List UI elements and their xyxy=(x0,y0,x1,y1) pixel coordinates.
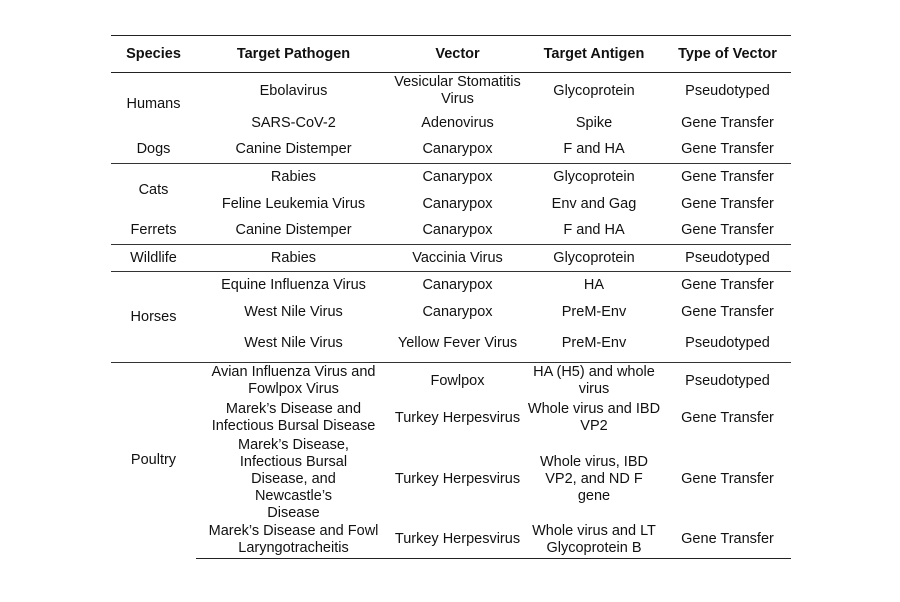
header-type-of-vector: Type of Vector xyxy=(664,36,791,73)
vector-cell: Turkey Herpesvirus xyxy=(394,409,521,426)
pathogen-cell: Ebolavirus xyxy=(259,82,328,99)
vector-type-cell: Pseudotyped xyxy=(685,335,770,352)
table-row xyxy=(111,437,791,522)
vector-type-cell: Gene Transfer xyxy=(681,114,774,131)
table-row xyxy=(111,218,791,245)
pathogen-cell: West Nile Virus xyxy=(244,303,343,320)
table-row xyxy=(111,363,791,400)
antigen-cell: PreM-Env xyxy=(561,303,627,320)
antigen-cell: Whole virus and IBD VP2 xyxy=(527,401,661,434)
header-row xyxy=(111,36,791,73)
vector-cell: Canarypox xyxy=(422,303,493,320)
antigen-cell: F and HA xyxy=(563,222,625,239)
vector-cell: Turkey Herpesvirus xyxy=(391,522,524,559)
vector-type-cell: Gene Transfer xyxy=(681,195,774,212)
antigen-cell: Glycoprotein xyxy=(553,82,635,99)
pathogen-cell: Rabies xyxy=(196,245,391,272)
table-row xyxy=(111,272,791,299)
pathogen-cell: Marek’s Disease, Infectious Bursal Disease, and Newcastle’s Disease xyxy=(238,436,349,521)
pathogen-cell: Canine Distemper xyxy=(235,141,352,158)
antigen-cell: Whole virus, IBD VP2, and ND F gene xyxy=(540,453,648,504)
vector-type-cell: Gene Transfer xyxy=(681,222,774,239)
vector-cell: Vesicular Stomatitis Virus xyxy=(394,74,521,108)
vector-cell: Turkey Herpesvirus xyxy=(394,470,521,487)
species-cell: Wildlife xyxy=(111,245,196,272)
pathogen-cell: Marek’s Disease and Fowl Laryngotracheitis xyxy=(196,522,391,559)
table-row xyxy=(111,73,791,110)
header-vector: Vector xyxy=(391,36,524,73)
vector-type-cell: Gene Transfer xyxy=(664,164,791,191)
vector-cell: Adenovirus xyxy=(421,114,494,131)
pathogen-cell: Canine Distemper xyxy=(235,222,352,239)
header-species: Species xyxy=(111,36,196,73)
table-header xyxy=(111,36,791,73)
vector-type-cell: Pseudotyped xyxy=(685,82,770,99)
vector-cell: Canarypox xyxy=(422,222,493,239)
header-target-antigen: Target Antigen xyxy=(524,36,664,73)
vector-type-cell: Gene Transfer xyxy=(664,522,791,559)
species-cell: Humans xyxy=(126,96,181,113)
vector-type-cell: Gene Transfer xyxy=(681,141,774,158)
antigen-cell: HA (H5) and whole virus xyxy=(524,363,664,400)
vector-type-cell: Gene Transfer xyxy=(664,272,791,299)
pathogen-cell: Avian Influenza Virus and Fowlpox Virus xyxy=(196,363,391,400)
vector-type-cell: Gene Transfer xyxy=(681,409,774,426)
vector-type-cell: Gene Transfer xyxy=(681,303,774,320)
table-body xyxy=(111,73,791,559)
antigen-cell: Glycoprotein xyxy=(524,164,664,191)
vector-cell: Canarypox xyxy=(391,272,524,299)
pathogen-cell: Rabies xyxy=(196,164,391,191)
antigen-cell: Spike xyxy=(575,114,613,131)
vector-type-cell: Gene Transfer xyxy=(681,470,774,487)
vector-cell: Canarypox xyxy=(422,195,493,212)
pathogen-cell: West Nile Virus xyxy=(244,335,343,352)
table-row xyxy=(111,522,791,559)
vector-cell: Canarypox xyxy=(422,141,493,158)
pathogen-cell: SARS-CoV-2 xyxy=(251,114,336,131)
table-row xyxy=(111,164,791,191)
antigen-cell: F and HA xyxy=(563,141,625,158)
antigen-cell: PreM-Env xyxy=(561,335,627,352)
species-cell: Dogs xyxy=(136,141,171,158)
pathogen-cell: Marek’s Disease and Infectious Bursal Disease xyxy=(211,401,376,434)
vector-cell: Canarypox xyxy=(391,164,524,191)
antigen-cell: Whole virus and LT Glycoprotein B xyxy=(524,522,664,559)
pathogen-cell: Feline Leukemia Virus xyxy=(221,195,366,212)
table-row xyxy=(111,299,791,326)
table-row xyxy=(111,191,791,218)
antigen-cell: Env and Gag xyxy=(551,195,637,212)
vector-cell: Fowlpox xyxy=(391,363,524,400)
table-row xyxy=(111,245,791,272)
table-row xyxy=(111,110,791,137)
header-target-pathogen: Target Pathogen xyxy=(196,36,391,73)
species-cell: Poultry xyxy=(111,363,196,559)
antigen-cell: Glycoprotein xyxy=(524,245,664,272)
table-row xyxy=(111,400,791,437)
antigen-cell: HA xyxy=(524,272,664,299)
vector-type-cell: Pseudotyped xyxy=(664,363,791,400)
pathogen-cell: Equine Influenza Virus xyxy=(196,272,391,299)
vector-cell: Yellow Fever Virus xyxy=(397,335,518,352)
species-cell: Cats xyxy=(111,164,196,218)
vector-vaccine-table xyxy=(111,35,791,559)
vector-type-cell: Pseudotyped xyxy=(664,245,791,272)
species-cell: Ferrets xyxy=(130,222,177,239)
table-row xyxy=(111,326,791,363)
vector-cell: Vaccinia Virus xyxy=(391,245,524,272)
species-cell: Horses xyxy=(111,272,196,363)
table-row xyxy=(111,137,791,164)
